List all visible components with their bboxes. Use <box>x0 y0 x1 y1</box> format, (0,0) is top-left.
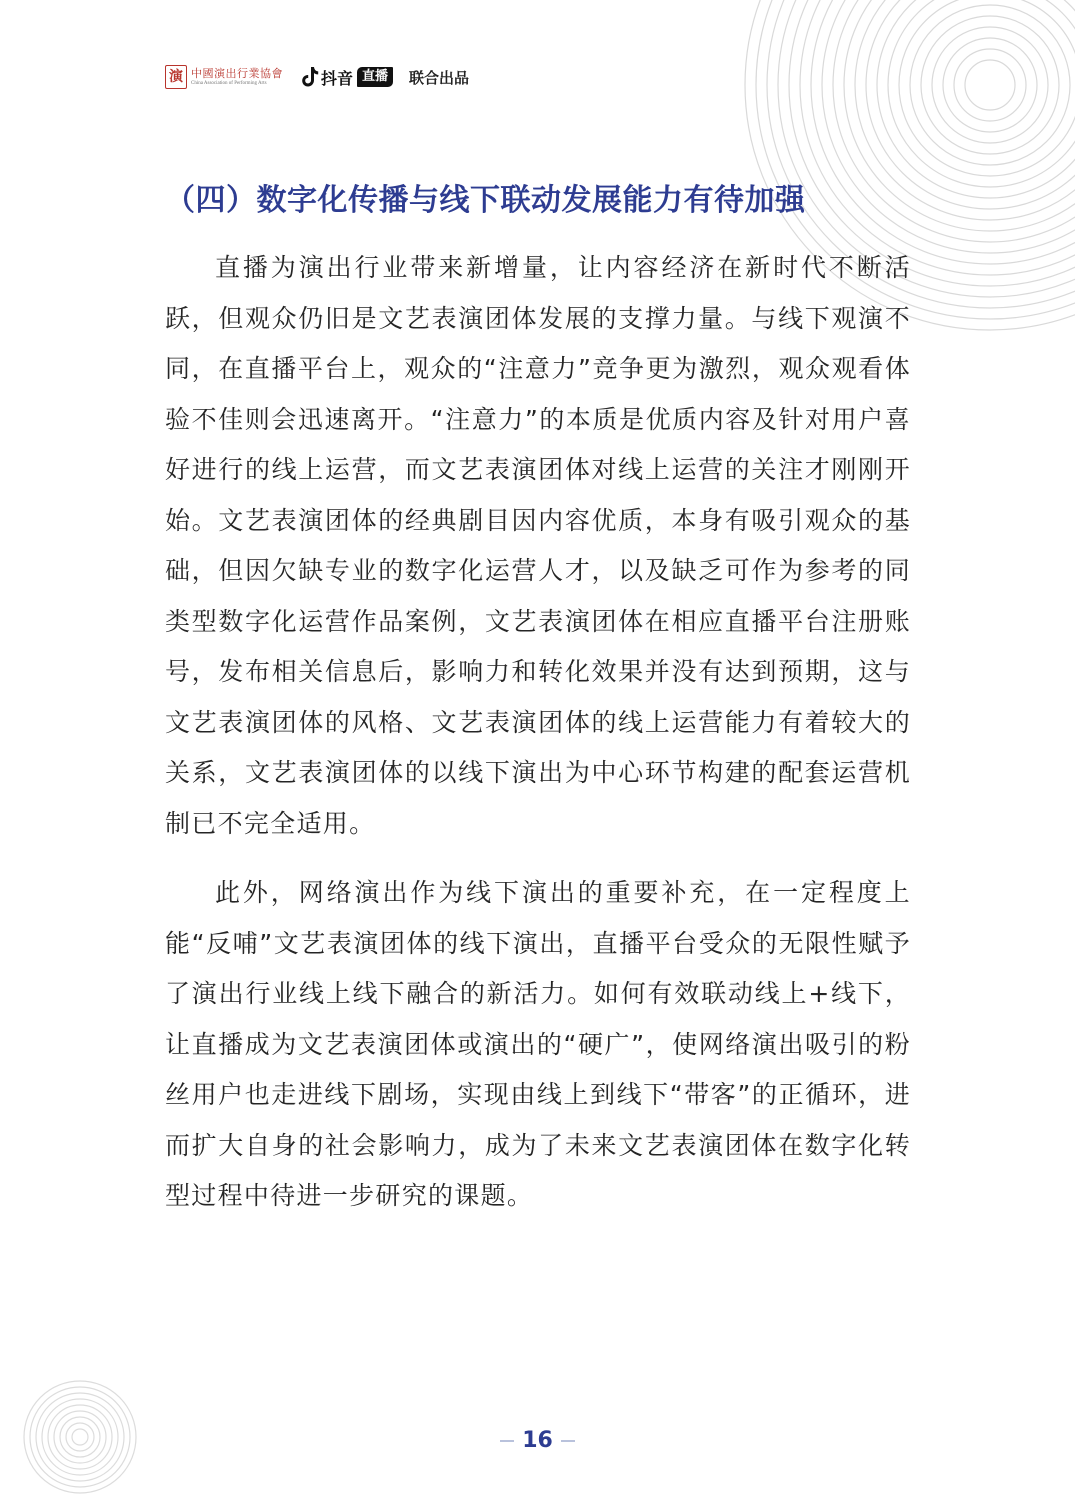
decoration-ring <box>910 5 1070 165</box>
decoration-ring <box>921 16 1059 154</box>
section-title: （四）数字化传播与线下联动发展能力有待加强 <box>165 183 806 218</box>
douyin-live-logo <box>301 66 393 89</box>
joint-production-label: 联合出品 <box>409 68 470 87</box>
dash-right <box>561 1440 575 1442</box>
body-text <box>165 243 911 1222</box>
decoration-ring <box>800 0 1075 275</box>
decoration-ring <box>943 38 1037 132</box>
decoration-ring <box>877 0 1075 198</box>
page-number-text: 16 <box>522 1428 553 1453</box>
seal-icon: 演 <box>165 65 187 89</box>
decoration-ring <box>866 0 1075 209</box>
association-name-cn: 中國演出行業協會 <box>191 67 283 80</box>
page-header <box>165 62 469 92</box>
douyin-note-icon <box>301 66 319 88</box>
decoration-ring <box>822 0 1075 253</box>
decoration-ring <box>899 0 1075 176</box>
douyin-label: 抖音 <box>321 68 354 88</box>
paragraph: 直播为演出行业带来新增量，让内容经济在新时代不断活跃，但观众仍旧是文艺表演团体发展的支撑力量。与线下观演不同，在直播平台上，观众的“注意力”竞争更为激烈，观众观看体验不佳则会迅速离开。“注意力”的本质是优质内容及针对用户喜好进行的线上运营，而文艺表演团体对线上运营的关注才刚刚开始。文艺表演团体的经典剧目因内容优质，本身有吸引观众的基础，但因欠缺专业的数字化运营人才，以及缺乏可作为参考的同类型数字化运营作品案例，文艺表演团体在相应直播平台注册账号，发布相关信息后，影响力和转化效果并没有达到预期，这与文艺表演团体的风格、文艺表演团体的线上运营能力有着较大的关系，文艺表演团体的以线下演出为中心环节构建的配套运营机制已不完全适用。 <box>165 253 911 838</box>
paragraph: 此外，网络演出作为线下演出的重要补充，在一定程度上能“反哺”文艺表演团体的线下演出，直播平台受众的无限性赋予了演出行业线上线下融合的新活力。如何有效联动线上+线下，让直播成为文艺表演团体或演出的“硬广”，使网络演出吸引的粉丝用户也走进线下剧场，实现由线上到线下“带客”的正循环，进而扩大自身的社会影响力，成为了未来文艺表演团体在数字化转型过程中待进一步研究的课题。 <box>165 878 911 1210</box>
association-name-en: China Association of Performing Arts <box>191 81 267 86</box>
association-logo <box>165 65 283 89</box>
decoration-ring <box>932 27 1048 143</box>
page-number <box>0 1428 1075 1453</box>
dash-left <box>500 1440 514 1442</box>
decoration-ring <box>811 0 1075 264</box>
decoration-ring <box>965 60 1015 110</box>
live-badge: 直播 <box>357 67 393 87</box>
